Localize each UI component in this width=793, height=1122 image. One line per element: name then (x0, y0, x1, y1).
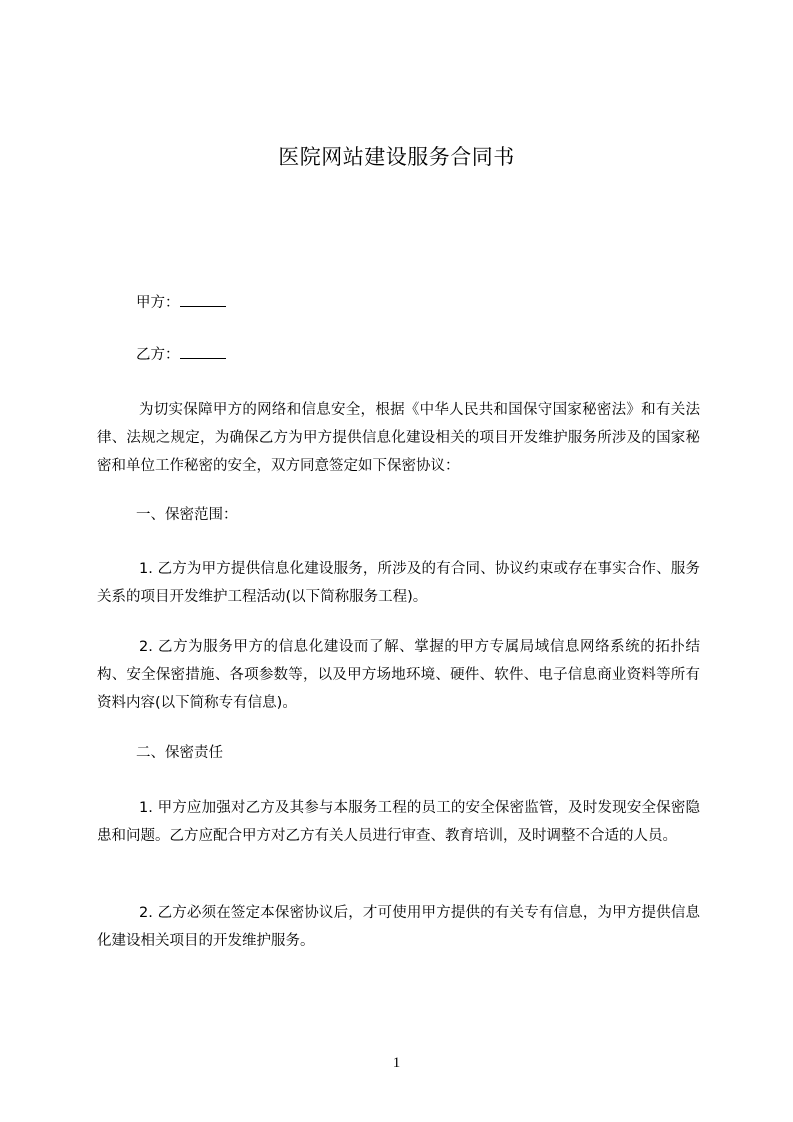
page-number: 1 (392, 1055, 401, 1071)
section2-item2: 2. 乙方必须在签定本保密协议后，才可使用甲方提供的有关专有信息，为甲方提供信息化建设相关项目的开发维护服务。 (97, 905, 700, 949)
section2-item1: 1. 甲方应加强对乙方及其参与本服务工程的员工的安全保密监管，及时发现安全保密隐患和问题。乙方应配合甲方对乙方有关人员进行审查、教育培训，及时调整不合适的人员。 (97, 800, 700, 844)
section1-heading: 一、保密范围： (136, 507, 238, 523)
party-a-label: 甲方： (136, 295, 180, 311)
party-b-line (136, 344, 226, 365)
party-a-blank (180, 292, 226, 307)
section1-item1: 1. 乙方为甲方提供信息化建设服务，所涉及的有合同、协议约束或存在事实合作、服务关系的项目开发维护工程活动(以下简称服务工程)。 (97, 561, 700, 605)
intro-paragraph: 为切实保障甲方的网络和信息安全，根据《中华人民共和国保守国家秘密法》和有关法律、法规之规定，为确保乙方为甲方提供信息化建设相关的项目开发维护服务所涉及的国家秘密和单位工作秘密的安全，双方同意签定如下保密协议： (97, 402, 700, 474)
section2-heading: 二、保密责任 (136, 745, 223, 761)
section1-item2: 2. 乙方为服务甲方的信息化建设而了解、掌握的甲方专属局域信息网络系统的拓扑结构、安全保密措施、各项参数等，以及甲方场地环境、硬件、软件、电子信息商业资料等所有资料内容(以下简称专有信息)。 (97, 639, 700, 711)
document-title: 医院网站建设服务合同书 (278, 145, 515, 169)
party-b-label: 乙方： (136, 347, 180, 363)
party-a-line (136, 292, 226, 313)
party-b-blank (180, 344, 226, 359)
